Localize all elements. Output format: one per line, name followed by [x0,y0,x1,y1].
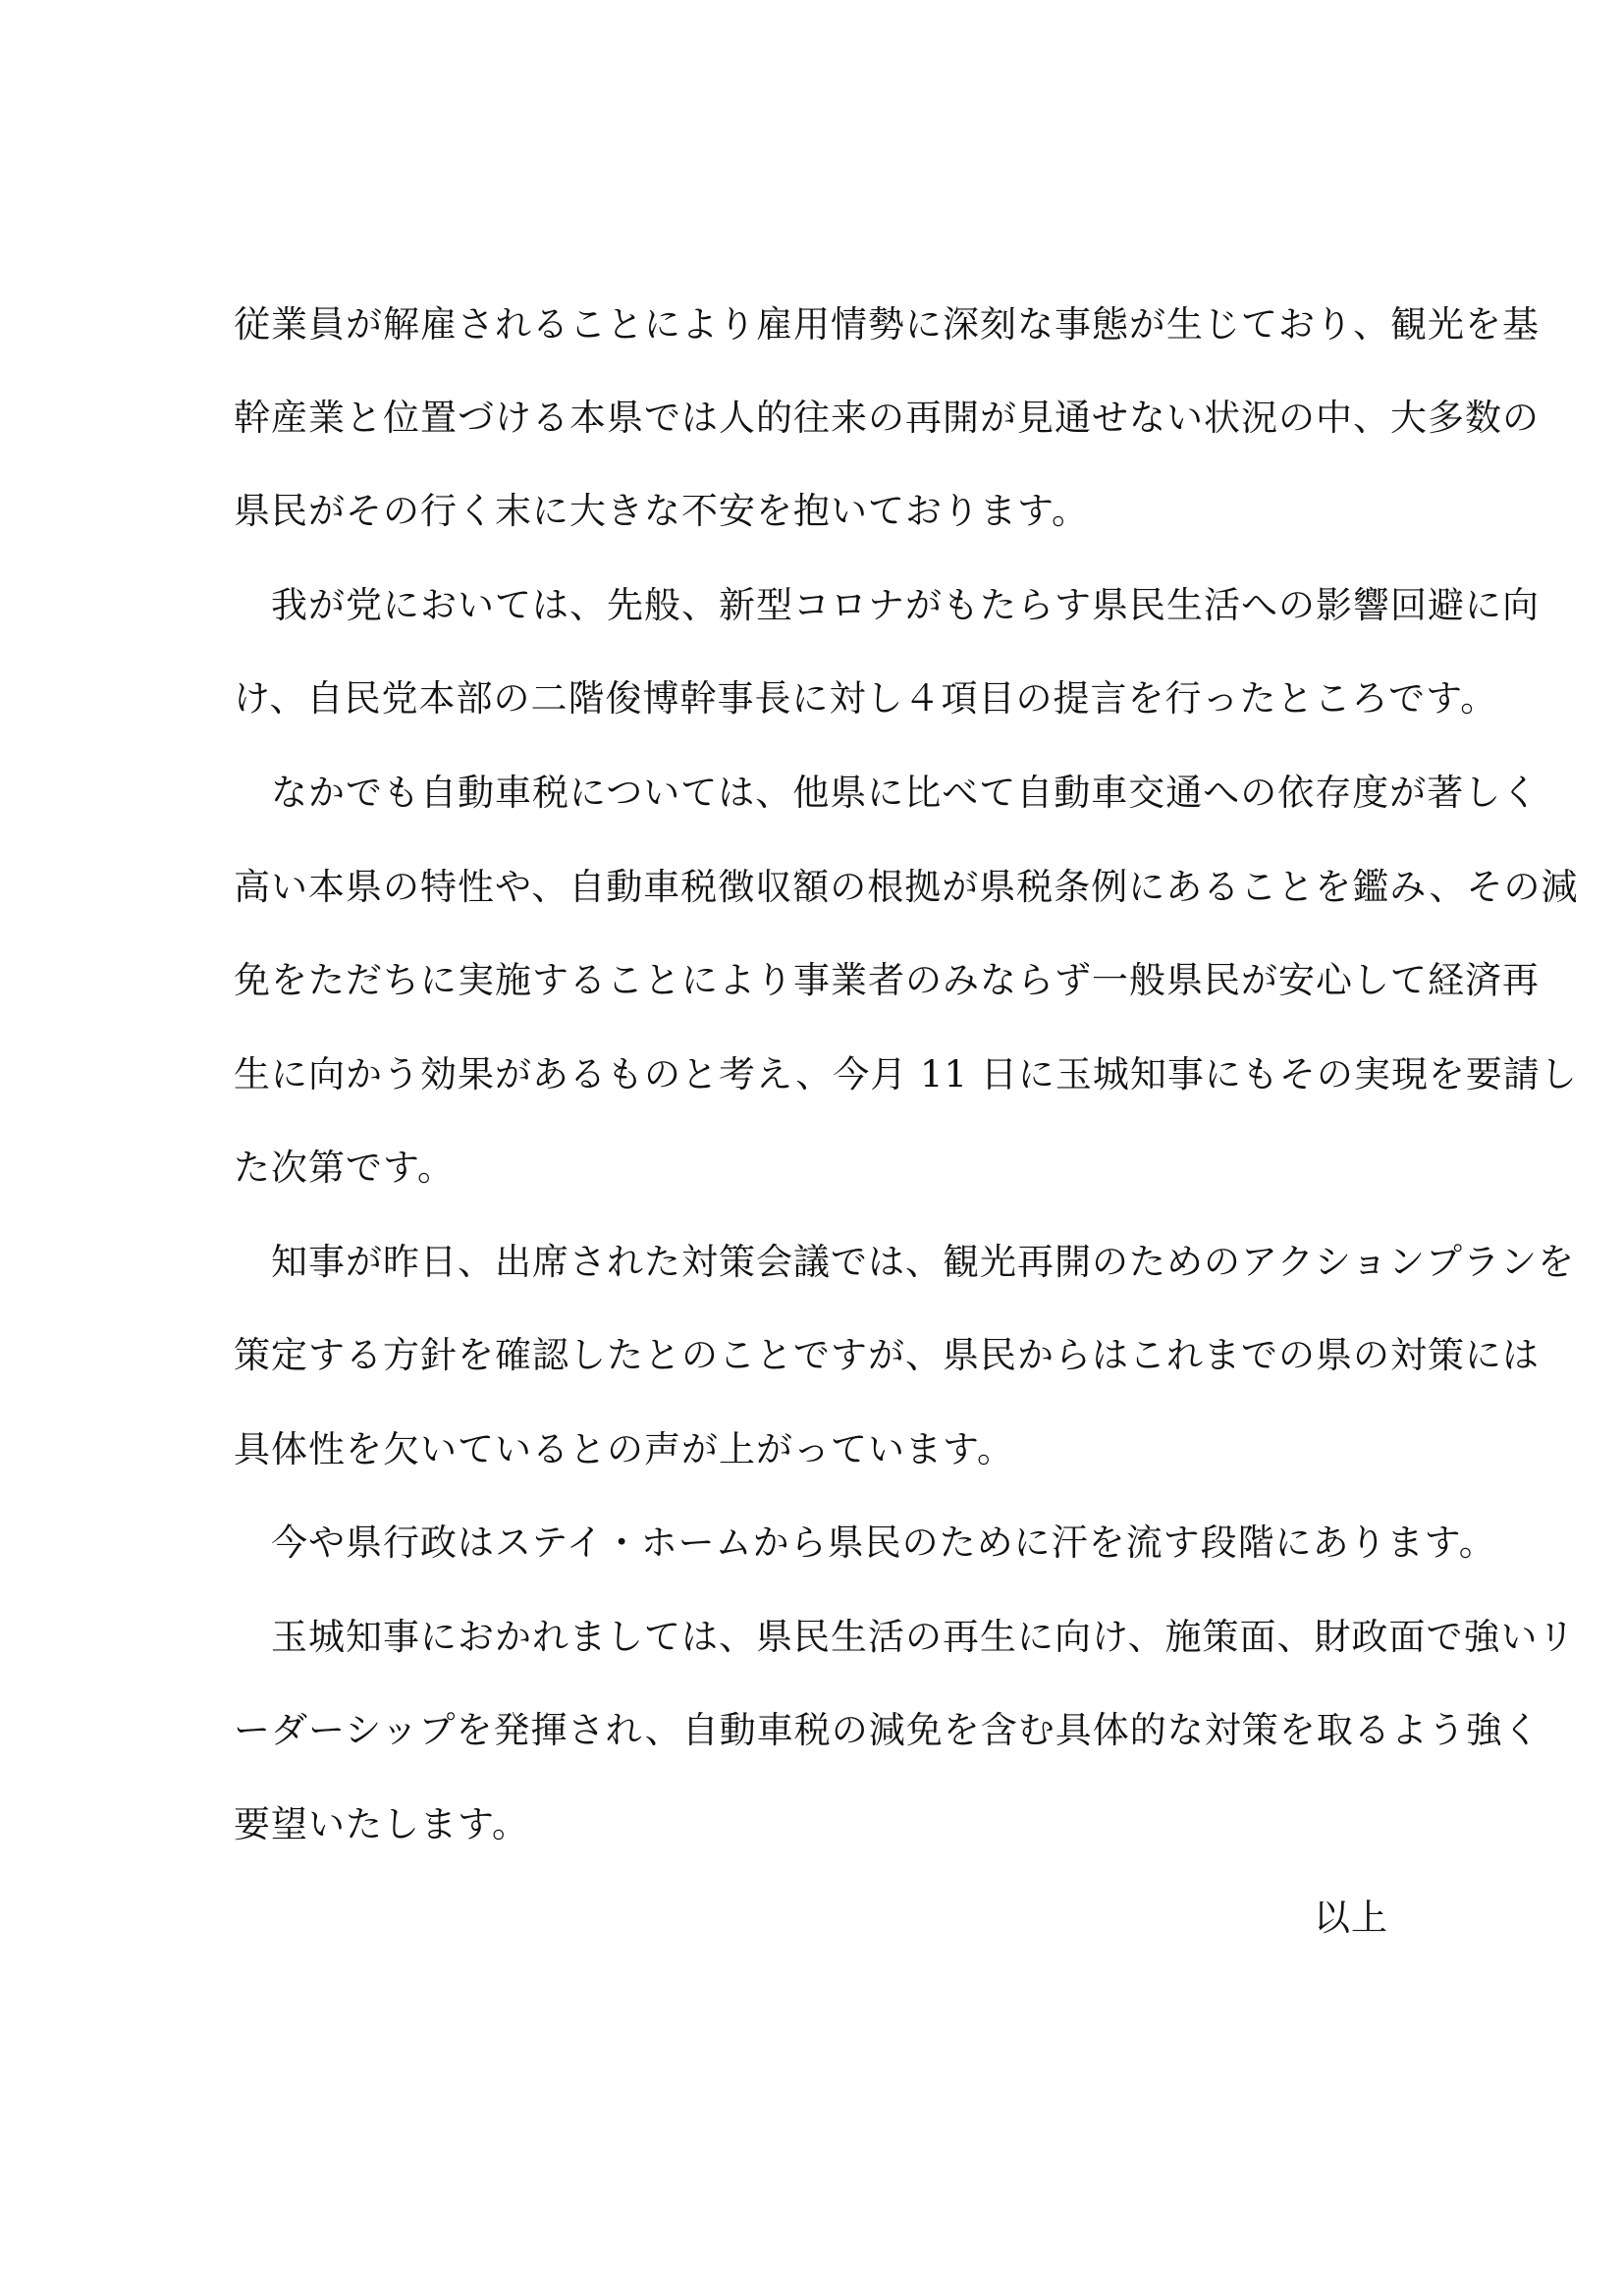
text-line: 具体性を欠いているとの声が上がっています。 [234,1428,1015,1470]
text-line: 策定する方針を確認したとのことですが、県民からはこれまでの県の対策には [234,1334,1540,1376]
text-line: なかでも自動車税については、他県に比べて自動車交通への依存度が著しく [234,772,1540,814]
text-line: 今や県行政はステイ・ホームから県民のために汗を流す段階にあります。 [234,1522,1496,1564]
text-line: 従業員が解雇されることにより雇用情勢に深刻な事態が生じており、観光を基 [234,303,1540,346]
text-line: た次第です。 [234,1147,456,1189]
text-line: 我が党においては、先般、新型コロナがもたらす県民生活への影響回避に向 [234,584,1540,626]
text-line: 県民がその行く末に大きな不安を抱いております。 [234,490,1090,532]
text-line: 高い本県の特性や、自動車税徴収額の根拠が県税条例にあることを鑑み、その減 [234,866,1579,908]
text-line: 免をただちに実施することにより事業者のみならず一般県民が安心して経済再 [234,959,1540,1001]
closing-text: 以上 [1314,1896,1388,1939]
text-line: 幹産業と位置づける本県では人的往来の再開が見通せない状況の中、大多数の [234,397,1540,439]
text-line: 要望いたします。 [234,1803,530,1845]
text-line: ーダーシップを発揮され、自動車税の減免を含む具体的な対策を取るよう強く [234,1709,1541,1751]
text-line: 知事が昨日、出席された対策会議では、観光再開のためのアクションプランを [234,1241,1576,1283]
text-line: け、自民党本部の二階俊博幹事長に対し４項目の提言を行ったところです。 [234,677,1498,720]
text-line: 生に向かう効果があるものと考え、今月 11 日に玉城知事にもその実現を要請し [234,1053,1578,1095]
text-line: 玉城知事におかれましては、県民生活の再生に向け、施策面、財政面で強いリ [234,1616,1576,1658]
